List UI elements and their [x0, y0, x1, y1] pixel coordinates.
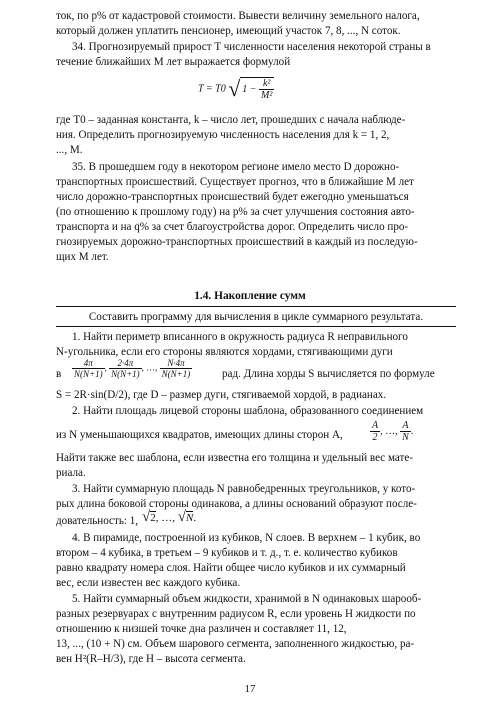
- fraction-denominator: 2: [372, 432, 378, 443]
- arc-fraction-2: [109, 358, 142, 379]
- text-line: S = 2R·sin(D/2), где D – размер дуги, стягиваемой хордой, в радианах.: [56, 389, 387, 401]
- side-fraction-n: [400, 420, 411, 443]
- radicand: 2: [150, 512, 156, 524]
- problem-35-line: 35. В прошедшем году в некотором регионе имело место D дорожно-: [72, 161, 400, 173]
- problem-1-line: 1. Найти периметр вписанного в окружность радиуса R неправильного: [72, 331, 408, 343]
- text-line: равно квадрату номера слоя. Найти общее число кубиков и их суммарный: [56, 562, 406, 574]
- arc-sequence: $\frac{4\pi}{N(N+1)}$ , $\frac{2\cdot 4\pi}{N(N+1)}$ , …, $\frac{N\cdot 4\pi}{N(N+1)}$: [74, 358, 191, 379]
- text-line: Найти также вес шаблона, если известна его толщина и удельный вес мате-: [56, 452, 414, 464]
- radicand: [240, 77, 274, 101]
- fraction-denominator: N(N+1): [161, 369, 191, 379]
- fraction-denominator: N(N+1): [74, 369, 103, 379]
- text-line: отношению к низшей точке дна различен и составляет 11, 12,: [56, 623, 347, 635]
- ellipsis: , …,: [141, 362, 158, 373]
- text-line: гнозируемых дорожно-транспортных происшествий в каждый из последую-: [56, 236, 418, 248]
- text-line: втором – 4 кубика, в третьем – 9 кубиков и т. д., т. е. количество кубиков: [56, 547, 398, 559]
- section-subtitle: Составить программу для вычисления в цикле суммарного результата.: [88, 311, 424, 323]
- problem-5-line: 5. Найти суммарный объем жидкости, хранимой в N одинаковых шарооб-: [72, 593, 422, 605]
- text-line: щих M лет.: [56, 251, 109, 263]
- text-line: риала.: [56, 467, 86, 479]
- fraction-numerator: N·4π: [160, 358, 193, 369]
- section-bottom-rule: [56, 326, 456, 327]
- text-fragment: в: [56, 368, 62, 380]
- arc-fraction-1: [72, 358, 105, 379]
- formula-lhs: T = T0: [198, 83, 226, 95]
- section-title: 1.4. Накопление сумм: [194, 290, 306, 302]
- problem-4-line: 4. В пирамиде, построенной из кубиков, N слоев. В верхнем – 1 кубик, во: [72, 532, 421, 544]
- text-fragment: довательность: 1,: [56, 515, 139, 527]
- text-fragment: рад. Длина хорды S вычисляется по формуле: [222, 368, 435, 380]
- text-line: ния. Определить прогнозируемую численность населения для k = 1, 2,: [56, 129, 390, 141]
- k2-over-m2-fraction: [259, 78, 274, 101]
- fraction-denominator: M²: [261, 90, 273, 101]
- text-line: N-угольника, если его стороны являются хордами, стягивающими дуги: [56, 346, 393, 358]
- text-line: транспортных происшествий. Существует прогноз, что в ближайшие M лет: [56, 176, 414, 188]
- text-line: ток, по p% от кадастровой стоимости. Вывести величину земельного налога,: [56, 10, 420, 22]
- problem-3-line: 3. Найти суммарную площадь N равнобедренных треугольников, у кото-: [72, 483, 416, 495]
- ellipsis: , …,: [380, 425, 398, 437]
- text-line: ..., M.: [56, 144, 83, 156]
- radical-sign: √: [142, 509, 151, 525]
- text-line: течение ближайших M лет выражается формулой: [56, 56, 291, 68]
- text-line: (по отношению к прошлому году) на p% за счет улучшения состояния авто-: [56, 206, 415, 218]
- problem-34-line: 34. Прогнозируемый прирост T численности населения некоторой страны в: [72, 41, 431, 53]
- text-line: рых длина боковой стороны одинакова, а длины оснований образуют после-: [56, 498, 417, 510]
- page-number: 17: [244, 683, 256, 695]
- text-line: транспорта и на q% за счет благоустройства дорог. Определить число про-: [56, 221, 409, 233]
- radicand: N: [185, 512, 194, 524]
- fraction-numerator: 4π: [72, 358, 105, 369]
- radical-sign: √: [177, 509, 186, 525]
- text-line: 13, ..., (10 + N) см. Объем шарового сегмента, заполненного жидкостью, ра-: [56, 638, 415, 650]
- text-line: вес, если известен вес каждого кубика.: [56, 577, 241, 589]
- side-sequence: $\frac{A}{2}$ , …, $\frac{A}{N}$ .: [372, 420, 414, 443]
- sqrt-sequence: √2, …, √N.: [142, 509, 197, 525]
- radicand-one: 1 −: [242, 83, 257, 95]
- arc-fraction-n: [160, 358, 193, 379]
- fraction-numerator: A: [400, 420, 411, 432]
- fraction-denominator: N: [402, 432, 409, 443]
- fraction-numerator: 2·4π: [109, 358, 142, 369]
- population-formula: [198, 76, 274, 102]
- section-top-rule: [56, 306, 456, 307]
- ellipsis: , …,: [155, 512, 175, 524]
- text-line: вен H²(R–H/3), где H – высота сегмента.: [56, 653, 246, 665]
- text-line: число дорожно-транспортных происшествий будет ежегодно уменьшаться: [56, 191, 409, 203]
- text-line: где T0 – заданная константа, k – число лет, прошедших с начала наблюде-: [56, 114, 406, 126]
- text-fragment: из N уменьшающихся квадратов, имеющих длины сторон A,: [56, 429, 343, 441]
- side-fraction-half: [370, 420, 380, 443]
- fraction-denominator: N(N+1): [111, 369, 140, 379]
- text-line: который должен уплатить пенсионер, имеющий участок 7, 8, ..., N соток.: [56, 25, 401, 37]
- fraction-numerator: k²: [259, 78, 274, 90]
- radical-sign: √: [228, 76, 241, 101]
- problem-2-line: 2. Найти площадь лицевой стороны шаблона, образованного соединением: [72, 405, 424, 417]
- text-line: разных резервуарах с внутренним радиусом R, если уровень H жидкости по: [56, 608, 416, 620]
- fraction-numerator: A: [372, 420, 379, 431]
